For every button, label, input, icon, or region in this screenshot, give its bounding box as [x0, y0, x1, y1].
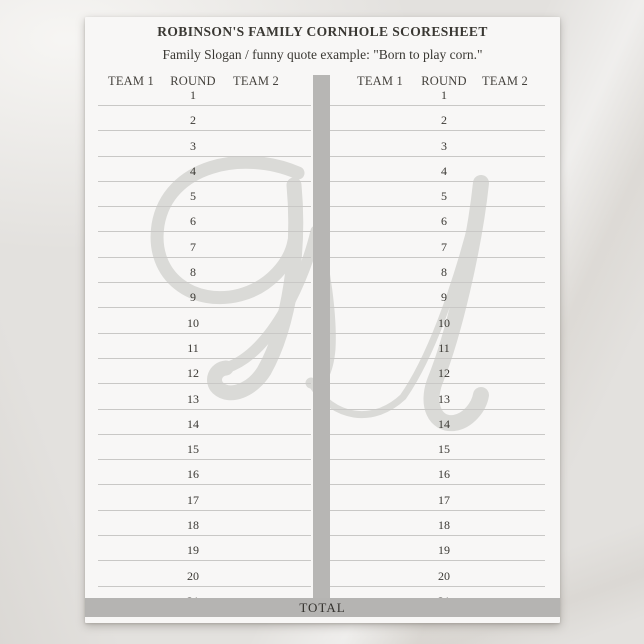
round-row	[98, 384, 311, 409]
round-row	[98, 308, 311, 333]
round-row	[98, 511, 311, 536]
round-number: 2	[441, 113, 447, 128]
round-number: 19	[187, 543, 199, 558]
round-row	[328, 561, 545, 586]
round-row	[328, 258, 545, 283]
round-row	[98, 334, 311, 359]
round-number: 13	[438, 391, 450, 406]
round-row	[98, 131, 311, 156]
round-row	[98, 258, 311, 283]
round-rows	[98, 81, 311, 612]
round-number: 19	[438, 543, 450, 558]
round-number: 5	[190, 189, 196, 204]
round-number: 11	[438, 340, 450, 355]
round-number: 6	[190, 214, 196, 229]
round-row	[328, 511, 545, 536]
round-number: 3	[441, 138, 447, 153]
team1-header: TEAM 1	[357, 74, 403, 88]
round-row	[98, 106, 311, 131]
round-header: ROUND	[170, 74, 216, 88]
round-row	[98, 536, 311, 561]
round-number: 18	[187, 518, 199, 533]
round-number: 20	[438, 568, 450, 583]
round-number: 8	[190, 265, 196, 280]
round-number: 10	[438, 315, 450, 330]
round-row	[328, 308, 545, 333]
round-number: 17	[438, 492, 450, 507]
team2-header: TEAM 2	[233, 74, 279, 88]
round-row	[98, 435, 311, 460]
round-number: 11	[187, 340, 199, 355]
round-number: 8	[441, 265, 447, 280]
round-row	[328, 131, 545, 156]
round-row	[328, 536, 545, 561]
round-number: 2	[190, 113, 196, 128]
round-row	[98, 157, 311, 182]
round-row	[98, 232, 311, 257]
round-row	[328, 207, 545, 232]
round-number: 12	[438, 366, 450, 381]
round-row	[328, 106, 545, 131]
center-divider-bar	[313, 75, 330, 598]
team1-header: TEAM 1	[108, 74, 154, 88]
round-number: 1	[190, 87, 196, 102]
round-row	[98, 359, 311, 384]
round-number: 15	[438, 442, 450, 457]
round-row	[98, 81, 311, 106]
round-row	[328, 460, 545, 485]
round-row	[328, 410, 545, 435]
round-number: 16	[438, 467, 450, 482]
page-subtitle: Family Slogan / funny quote example: "Born to play corn."	[162, 47, 483, 62]
round-row	[328, 435, 545, 460]
round-number: 14	[438, 416, 450, 431]
round-number: 7	[190, 239, 196, 254]
round-number: 15	[187, 442, 199, 457]
round-row	[328, 157, 545, 182]
round-row	[328, 182, 545, 207]
page-title: ROBINSON'S FAMILY CORNHOLE SCORESHEET	[157, 24, 488, 39]
round-number: 17	[187, 492, 199, 507]
round-row	[328, 384, 545, 409]
round-number: 12	[187, 366, 199, 381]
round-number: 9	[441, 290, 447, 305]
round-number: 5	[441, 189, 447, 204]
round-row	[98, 207, 311, 232]
round-row	[328, 232, 545, 257]
round-number: 4	[441, 163, 447, 178]
round-number: 9	[190, 290, 196, 305]
scoresheet-paper	[85, 17, 560, 623]
round-number: 7	[441, 239, 447, 254]
round-row	[98, 283, 311, 308]
round-row	[328, 334, 545, 359]
round-row	[328, 359, 545, 384]
round-row	[98, 485, 311, 510]
round-number: 13	[187, 391, 199, 406]
round-number: 20	[187, 568, 199, 583]
round-row	[98, 460, 311, 485]
round-number: 4	[190, 163, 196, 178]
round-number: 1	[441, 87, 447, 102]
round-number: 10	[187, 315, 199, 330]
round-row	[98, 182, 311, 207]
round-rows	[328, 81, 545, 612]
team2-header: TEAM 2	[482, 74, 528, 88]
total-bar: TOTAL	[85, 598, 560, 617]
round-row	[328, 283, 545, 308]
round-number: 18	[438, 518, 450, 533]
round-row	[328, 81, 545, 106]
round-number: 6	[441, 214, 447, 229]
round-header: ROUND	[421, 74, 467, 88]
round-row	[328, 485, 545, 510]
round-number: 14	[187, 416, 199, 431]
round-number: 3	[190, 138, 196, 153]
round-row	[98, 561, 311, 586]
round-row	[98, 410, 311, 435]
round-number: 16	[187, 467, 199, 482]
